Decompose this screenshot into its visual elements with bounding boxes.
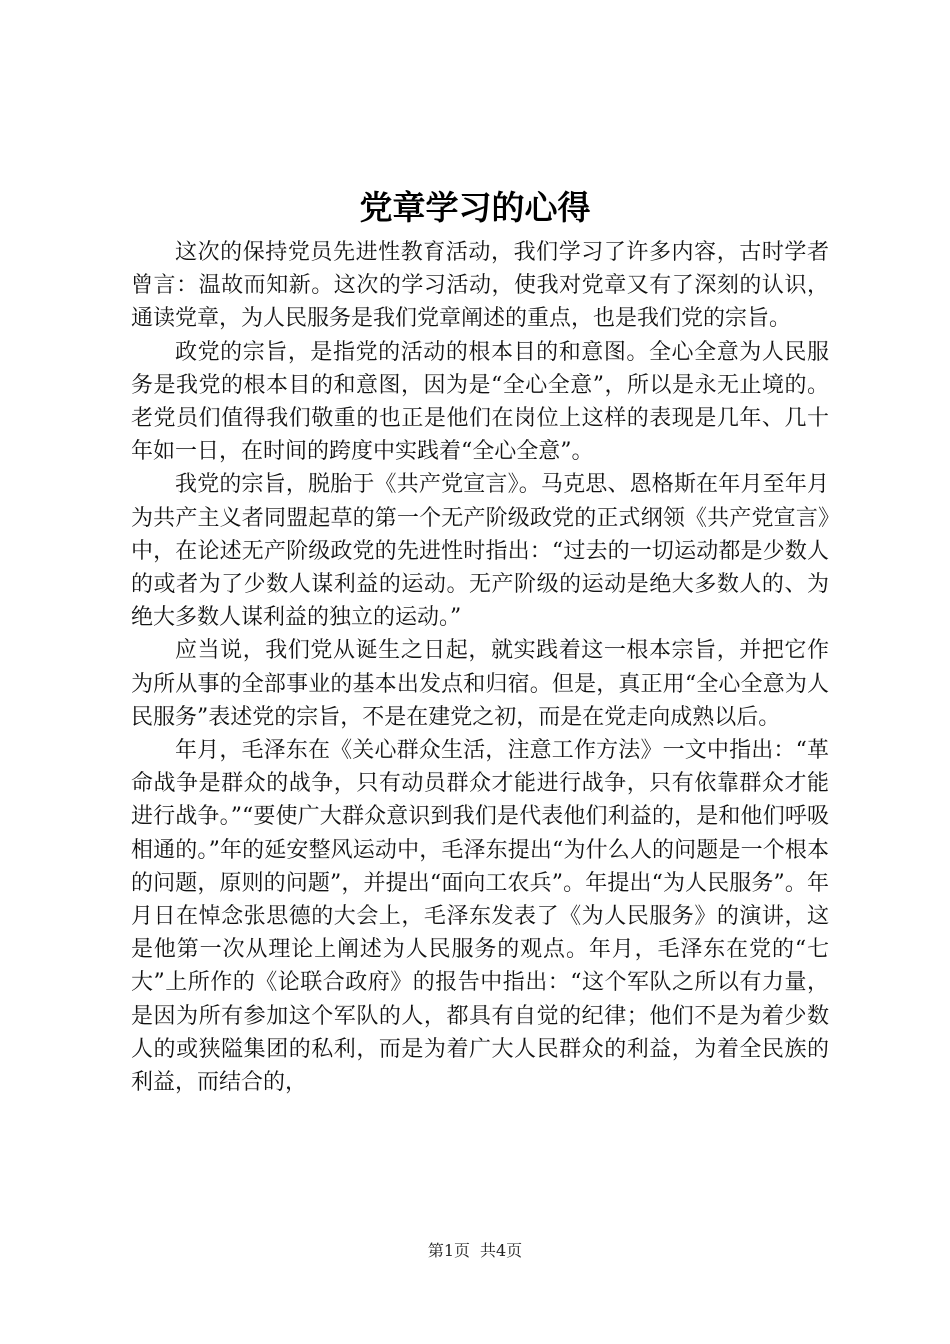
page-number: 第1页 <box>427 1241 470 1260</box>
paragraph: 年月，毛泽东在《关心群众生活，注意工作方法》一文中指出：“革命战争是群众的战争，只有动员群众才能进行战争，只有依靠群众才能进行战争。”“要使广大群众意识到我们是代表他们利益的，是和他们呼吸相通的。”年的延安整风运动中，毛泽东提出“为什么人的问题是一个根本的问题，原则的问题”，并提出“面向工农兵”。年提出“为人民服务”。年月日在悼念张思德的大会上，毛泽东发表了《为人民服务》的演讲，这是他第一次从理论上阐述为人民服务的观点。年月，毛泽东在党的“七大”上所作的《论联合政府》的报告中指出：“这个军队之所以有力量，是因为所有参加这个军队的人，都具有自觉的纪律；他们不是为着少数人的或狭隘集团的私利，而是为着广大人民群众的利益，为着全民族的利益，而结合的， <box>131 738 829 1096</box>
paragraph: 政党的宗旨，是指党的活动的根本目的和意图。全心全意为人民服务是我党的根本目的和意图，因为是“全心全意”，所以是永无止境的。老党员们值得我们敬重的也正是他们在岗位上这样的表现是几年、几十年如一日，在时间的跨度中实践着“全心全意”。 <box>131 339 829 465</box>
paragraph: 这次的保持党员先进性教育活动，我们学习了许多内容，古时学者曾言：温故而知新。这次的学习活动，使我对党章又有了深刻的认识，通读党章，为人民服务是我们党章阐述的重点，也是我们党的宗旨。 <box>131 240 829 332</box>
document-title: 党章学习的心得 <box>359 188 591 227</box>
page-footer <box>0 1240 950 1262</box>
paragraph: 应当说，我们党从诞生之日起，就实践着这一根本宗旨，并把它作为所从事的全部事业的基本出发点和归宿。但是，真正用“全心全意为人民服务”表述党的宗旨，不是在建党之初，而是在党走向成熟以后。 <box>131 638 829 730</box>
page-total: 共4页 <box>480 1241 523 1260</box>
document-body <box>131 236 829 1099</box>
paragraph: 我党的宗旨，脱胎于《共产党宣言》。马克思、恩格斯在年月至年月为共产主义者同盟起草的第一个无产阶级政党的正式纲领《共产党宣言》中，在论述无产阶级政党的先进性时指出：“过去的一切运动都是少数人的或者为了少数人谋利益的运动。无产阶级的运动是绝大多数人的、为绝大多数人谋利益的独立的运动。” <box>131 472 829 631</box>
